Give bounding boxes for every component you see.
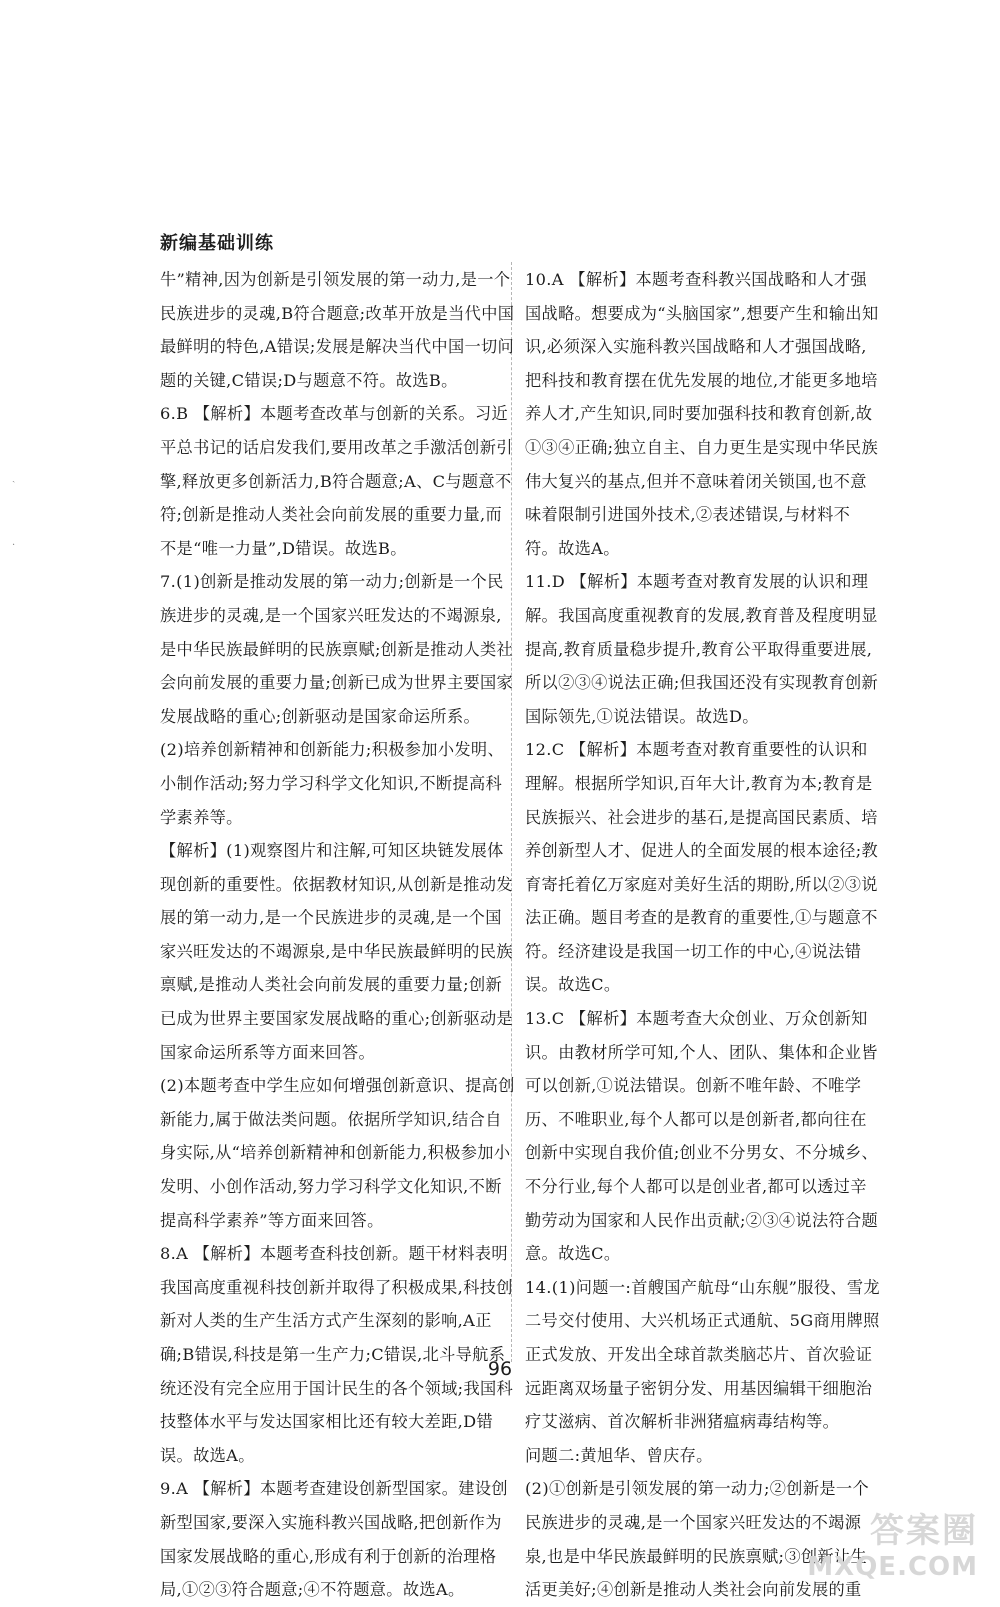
- answer-9: 9.A 【解析】本题考查建设创新型国家。建设创新型国家,要深入实施科教兴国战略,把创新作为国家发展战略的重心,形成有利于创新的治理格局,①②③符合题意;④不符题意。故选A。: [160, 1479, 508, 1600]
- left-column: [160, 263, 515, 1607]
- answer-6: 6.B 【解析】本题考查改革与创新的关系。习近平总书记的话启发我们,要用改革之手激活创新引擎,释放更多创新活力,B符合题意;A、C与题意不符;创新是推动人类社会向前发展的重要力量,而不是“唯一力量”,D错误。故选B。: [160, 404, 513, 558]
- site-watermark: [807, 1503, 978, 1582]
- answer-5-continued: 牛”精神,因为创新是引领发展的第一动力,是一个民族进步的灵魂,B符合题意;改革开放是当代中国最鲜明的特色,A错误;发展是解决当代中国一切问题的关键,C错误;D与题意不符。故选B。: [160, 270, 515, 390]
- answer-7-part1: 7.(1)创新是推动发展的第一动力;创新是一个民族进步的灵魂,是一个国家兴旺发达的不竭源泉,是中华民族最鲜明的民族禀赋;创新是推动人类社会向前发展的重要力量;创新已成为世界主要国家发展战略的重心;创新驱动是国家命运所系。: [160, 572, 514, 726]
- answer-14-part1: 14.(1)问题一:首艘国产航母“山东舰”服役、雪龙二号交付使用、大兴机场正式通航、5G商用牌照正式发放、开发出全球首款类脑芯片、首次验证远距离双场量子密钥分发、用基因编辑干细胞治疗艾滋病、首次解析非洲猪瘟病毒结构等。: [525, 1277, 880, 1432]
- answer-7-analysis-2: (2)本题考查中学生应如何增强创新意识、提高创新能力,属于做法类问题。依据所学知识,结合自身实际,从“培养创新精神和创新能力,积极参加小发明、小创作活动,努力学习科学文化知识,不断提高科学素养”等方面来回答。: [160, 1076, 515, 1230]
- answer-12: 12.C 【解析】本题考查对教育重要性的认识和理解。根据所学知识,百年大计,教育为本;教育是民族振兴、社会进步的基石,是提高国民素质、培养创新型人才、促进人的全面发展的根本途径;教育寄托着亿万家庭对美好生活的期盼,所以②③说法正确。题目考查的是教育的重要性,①与题意不符。经济建设是我国一切工作的中心,④说法错误。故选C。: [525, 740, 879, 995]
- scan-speck: ˎ: [12, 472, 16, 483]
- scan-speck: ·: [12, 540, 16, 551]
- answer-7-part2: (2)培养创新精神和创新能力;积极参加小发明、小制作活动;努力学习科学文化知识,不断提高科学素养等。: [160, 740, 504, 827]
- answer-8: 8.A 【解析】本题考查科技创新。题干材料表明我国高度重视科技创新并取得了积极成果,科技创新对人类的生产生活方式产生深刻的影响,A正确;B错误,科技是第一生产力;C错误,北斗导航系统还没有完全应用于国计民生的各个领域;我国科技整体水平与发达国家相比还有较大差距,D错误。故选A。: [160, 1244, 514, 1465]
- answer-7-analysis-1: 【解析】(1)观察图片和注解,可知区块链发展体现创新的重要性。依据教材知识,从创新是推动发展的第一动力,是一个民族进步的灵魂,是一个国家兴旺发达的不竭源泉,是中华民族最鲜明的民族禀赋,是推动人类社会向前发展的重要力量;创新已成为世界主要国家发展战略的重心;创新驱动是国家命运所系等方面来回答。: [160, 841, 514, 1062]
- watermark-domain: MXQE.COM: [807, 1552, 978, 1582]
- answer-14-question2: 问题二:黄旭华、曾庆存。: [525, 1445, 713, 1465]
- right-column: [525, 263, 880, 1607]
- book-header: 新编基础训练: [160, 233, 274, 254]
- watermark-logo-text: 答案圈: [870, 1511, 978, 1551]
- answer-10: 10.A 【解析】本题考查科教兴国战略和人才强国战略。想要成为“头脑国家”,想要产生和输出知识,必须深入实施科教兴国战略和人才强国战略,把科技和教育摆在优先发展的地位,才能更多地培养人才,产生知识,同时要加强科技和教育创新,故①③④正确;独立自主、自力更生是实现中华民族伟大复兴的基点,但并不意味着闭关锁国,也不意味着限制引进国外技术,②表述错误,与材料不符。故选A。: [525, 270, 879, 558]
- answer-13: 13.C 【解析】本题考查大众创业、万众创新知识。由教材所学可知,个人、团队、集体和企业皆可以创新,①说法错误。创新不唯年龄、不唯学历、不唯职业,每个人都可以是创新者,都向往在创新中实现自我价值;创业不分男女、不分城乡、不分行业,每个人都可以是创业者,都可以透过辛勤劳动为国家和人民作出贡献;②③④说法符合题意。故选C。: [525, 1009, 879, 1264]
- page-number: 96: [487, 1358, 513, 1380]
- answer-14-part2: (2)①创新是引领发展的第一动力;②创新是一个民族进步的灵魂,是一个国家兴旺发达的不竭源泉,也是中华民族最鲜明的民族禀赋;③创新让生活更美好;④创新是推动人类社会向前发展的重: [525, 1479, 869, 1600]
- answer-11: 11.D 【解析】本题考查对教育发展的认识和理解。我国高度重视教育的发展,教育普及程度明显提高,教育质量稳步提升,教育公平取得重要进展,所以②③④说法正确;但我国还没有实现教育创新国际领先,①说法错误。故选D。: [525, 572, 879, 726]
